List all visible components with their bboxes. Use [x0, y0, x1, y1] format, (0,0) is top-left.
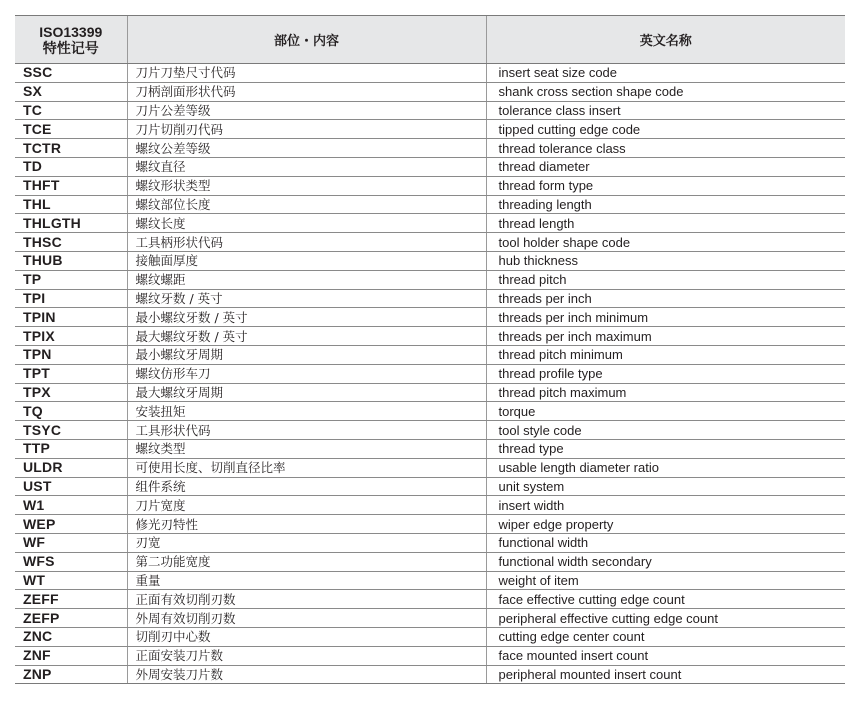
cell-english-name: hub thickness	[486, 251, 845, 270]
cell-chinese-description: 刀片切削刃代码	[127, 120, 486, 139]
table-row	[15, 646, 845, 665]
cell-chinese-description: 可使用长度、切削直径比率	[127, 458, 486, 477]
table-row	[15, 139, 845, 158]
cell-english-name: weight of item	[486, 571, 845, 590]
table-row	[15, 458, 845, 477]
cell-iso-code: SX	[15, 82, 127, 101]
cell-english-name: functional width secondary	[486, 552, 845, 571]
cell-chinese-description: 刀片公差等级	[127, 101, 486, 120]
cell-chinese-description: 修光刃特性	[127, 515, 486, 534]
table-row	[15, 439, 845, 458]
table-row	[15, 289, 845, 308]
cell-chinese-description: 正面安装刀片数	[127, 646, 486, 665]
cell-english-name: tool style code	[486, 421, 845, 440]
table-row	[15, 402, 845, 421]
cell-iso-code: THSC	[15, 233, 127, 252]
cell-english-name: thread pitch	[486, 270, 845, 289]
cell-iso-code: ZNP	[15, 665, 127, 684]
cell-english-name: insert seat size code	[486, 64, 845, 83]
cell-iso-code: TPN	[15, 345, 127, 364]
cell-english-name: thread pitch maximum	[486, 383, 845, 402]
table-row	[15, 571, 845, 590]
cell-iso-code: ZEFF	[15, 590, 127, 609]
cell-iso-code: ZNC	[15, 627, 127, 646]
table-row	[15, 515, 845, 534]
cell-chinese-description: 螺纹牙数 / 英寸	[127, 289, 486, 308]
cell-chinese-description: 刀片宽度	[127, 496, 486, 515]
cell-iso-code: TPI	[15, 289, 127, 308]
table-row	[15, 609, 845, 628]
cell-iso-code: TCE	[15, 120, 127, 139]
cell-iso-code: TTP	[15, 439, 127, 458]
cell-english-name: peripheral mounted insert count	[486, 665, 845, 684]
table-row	[15, 176, 845, 195]
cell-chinese-description: 外周安装刀片数	[127, 665, 486, 684]
table-row	[15, 82, 845, 101]
cell-chinese-description: 最小螺纹牙数 / 英寸	[127, 308, 486, 327]
cell-chinese-description: 接触面厚度	[127, 251, 486, 270]
cell-iso-code: TPIN	[15, 308, 127, 327]
cell-english-name: threading length	[486, 195, 845, 214]
iso13399-table-container	[15, 15, 845, 684]
cell-iso-code: ZEFP	[15, 609, 127, 628]
cell-chinese-description: 螺纹仿形车刀	[127, 364, 486, 383]
cell-iso-code: W1	[15, 496, 127, 515]
table-row	[15, 214, 845, 233]
cell-iso-code: ULDR	[15, 458, 127, 477]
cell-iso-code: TCTR	[15, 139, 127, 158]
cell-chinese-description: 第二功能宽度	[127, 552, 486, 571]
table-row	[15, 251, 845, 270]
cell-english-name: thread form type	[486, 176, 845, 195]
header-iso-code-line1: ISO13399	[39, 23, 103, 40]
cell-iso-code: THUB	[15, 251, 127, 270]
cell-chinese-description: 螺纹形状类型	[127, 176, 486, 195]
cell-chinese-description: 工具形状代码	[127, 421, 486, 440]
table-row	[15, 327, 845, 346]
cell-english-name: thread tolerance class	[486, 139, 845, 158]
cell-chinese-description: 刀片刀垫尺寸代码	[127, 64, 486, 83]
table-row	[15, 496, 845, 515]
table-row	[15, 421, 845, 440]
table-row	[15, 590, 845, 609]
cell-chinese-description: 最小螺纹牙周期	[127, 345, 486, 364]
cell-english-name: face effective cutting edge count	[486, 590, 845, 609]
cell-chinese-description: 重量	[127, 571, 486, 590]
cell-english-name: thread length	[486, 214, 845, 233]
header-english-name: 英文名称	[486, 16, 845, 64]
cell-chinese-description: 正面有效切削刃数	[127, 590, 486, 609]
cell-chinese-description: 外周有效切削刃数	[127, 609, 486, 628]
cell-chinese-description: 工具柄形状代码	[127, 233, 486, 252]
table-row	[15, 195, 845, 214]
cell-english-name: torque	[486, 402, 845, 421]
cell-iso-code: TP	[15, 270, 127, 289]
cell-english-name: unit system	[486, 477, 845, 496]
cell-chinese-description: 螺纹类型	[127, 439, 486, 458]
cell-chinese-description: 刀柄剖面形状代码	[127, 82, 486, 101]
cell-english-name: cutting edge center count	[486, 627, 845, 646]
cell-english-name: shank cross section shape code	[486, 82, 845, 101]
table-row	[15, 308, 845, 327]
cell-english-name: usable length diameter ratio	[486, 458, 845, 477]
cell-iso-code: WFS	[15, 552, 127, 571]
cell-iso-code: TPIX	[15, 327, 127, 346]
table-row	[15, 552, 845, 571]
table-row	[15, 383, 845, 402]
table-row	[15, 364, 845, 383]
cell-chinese-description: 最大螺纹牙数 / 英寸	[127, 327, 486, 346]
cell-english-name: thread pitch minimum	[486, 345, 845, 364]
table-row	[15, 533, 845, 552]
cell-iso-code: TQ	[15, 402, 127, 421]
table-header	[15, 16, 845, 64]
table-row	[15, 157, 845, 176]
table-row	[15, 345, 845, 364]
cell-english-name: insert width	[486, 496, 845, 515]
header-row	[15, 16, 845, 64]
cell-chinese-description: 切削刃中心数	[127, 627, 486, 646]
cell-iso-code: TC	[15, 101, 127, 120]
cell-iso-code: WF	[15, 533, 127, 552]
cell-english-name: threads per inch minimum	[486, 308, 845, 327]
cell-chinese-description: 螺纹螺距	[127, 270, 486, 289]
header-part-content: 部位・内容	[127, 16, 486, 64]
cell-english-name: tool holder shape code	[486, 233, 845, 252]
cell-iso-code: TD	[15, 157, 127, 176]
header-iso-code	[15, 16, 127, 64]
header-iso-code-line2: 特性记号	[42, 39, 99, 56]
cell-english-name: wiper edge property	[486, 515, 845, 534]
cell-chinese-description: 最大螺纹牙周期	[127, 383, 486, 402]
cell-iso-code: THL	[15, 195, 127, 214]
cell-chinese-description: 螺纹公差等级	[127, 139, 486, 158]
cell-english-name: face mounted insert count	[486, 646, 845, 665]
cell-chinese-description: 螺纹部位长度	[127, 195, 486, 214]
table-body	[15, 64, 845, 684]
cell-english-name: peripheral effective cutting edge count	[486, 609, 845, 628]
cell-english-name: threads per inch	[486, 289, 845, 308]
cell-iso-code: THLGTH	[15, 214, 127, 233]
cell-iso-code: ZNF	[15, 646, 127, 665]
cell-chinese-description: 螺纹直径	[127, 157, 486, 176]
iso13399-characteristics-table	[15, 15, 845, 684]
cell-english-name: thread profile type	[486, 364, 845, 383]
cell-iso-code: UST	[15, 477, 127, 496]
cell-english-name: functional width	[486, 533, 845, 552]
cell-iso-code: WEP	[15, 515, 127, 534]
cell-iso-code: TSYC	[15, 421, 127, 440]
cell-iso-code: SSC	[15, 64, 127, 83]
table-row	[15, 270, 845, 289]
table-row	[15, 665, 845, 684]
cell-chinese-description: 螺纹长度	[127, 214, 486, 233]
cell-english-name: tolerance class insert	[486, 101, 845, 120]
cell-iso-code: WT	[15, 571, 127, 590]
table-row	[15, 233, 845, 252]
table-row	[15, 627, 845, 646]
table-row	[15, 477, 845, 496]
cell-english-name: threads per inch maximum	[486, 327, 845, 346]
cell-chinese-description: 安装扭矩	[127, 402, 486, 421]
cell-chinese-description: 组件系统	[127, 477, 486, 496]
cell-iso-code: TPT	[15, 364, 127, 383]
table-row	[15, 120, 845, 139]
cell-english-name: thread type	[486, 439, 845, 458]
cell-english-name: thread diameter	[486, 157, 845, 176]
cell-iso-code: THFT	[15, 176, 127, 195]
table-row	[15, 64, 845, 83]
cell-chinese-description: 刃宽	[127, 533, 486, 552]
cell-english-name: tipped cutting edge code	[486, 120, 845, 139]
cell-iso-code: TPX	[15, 383, 127, 402]
table-row	[15, 101, 845, 120]
